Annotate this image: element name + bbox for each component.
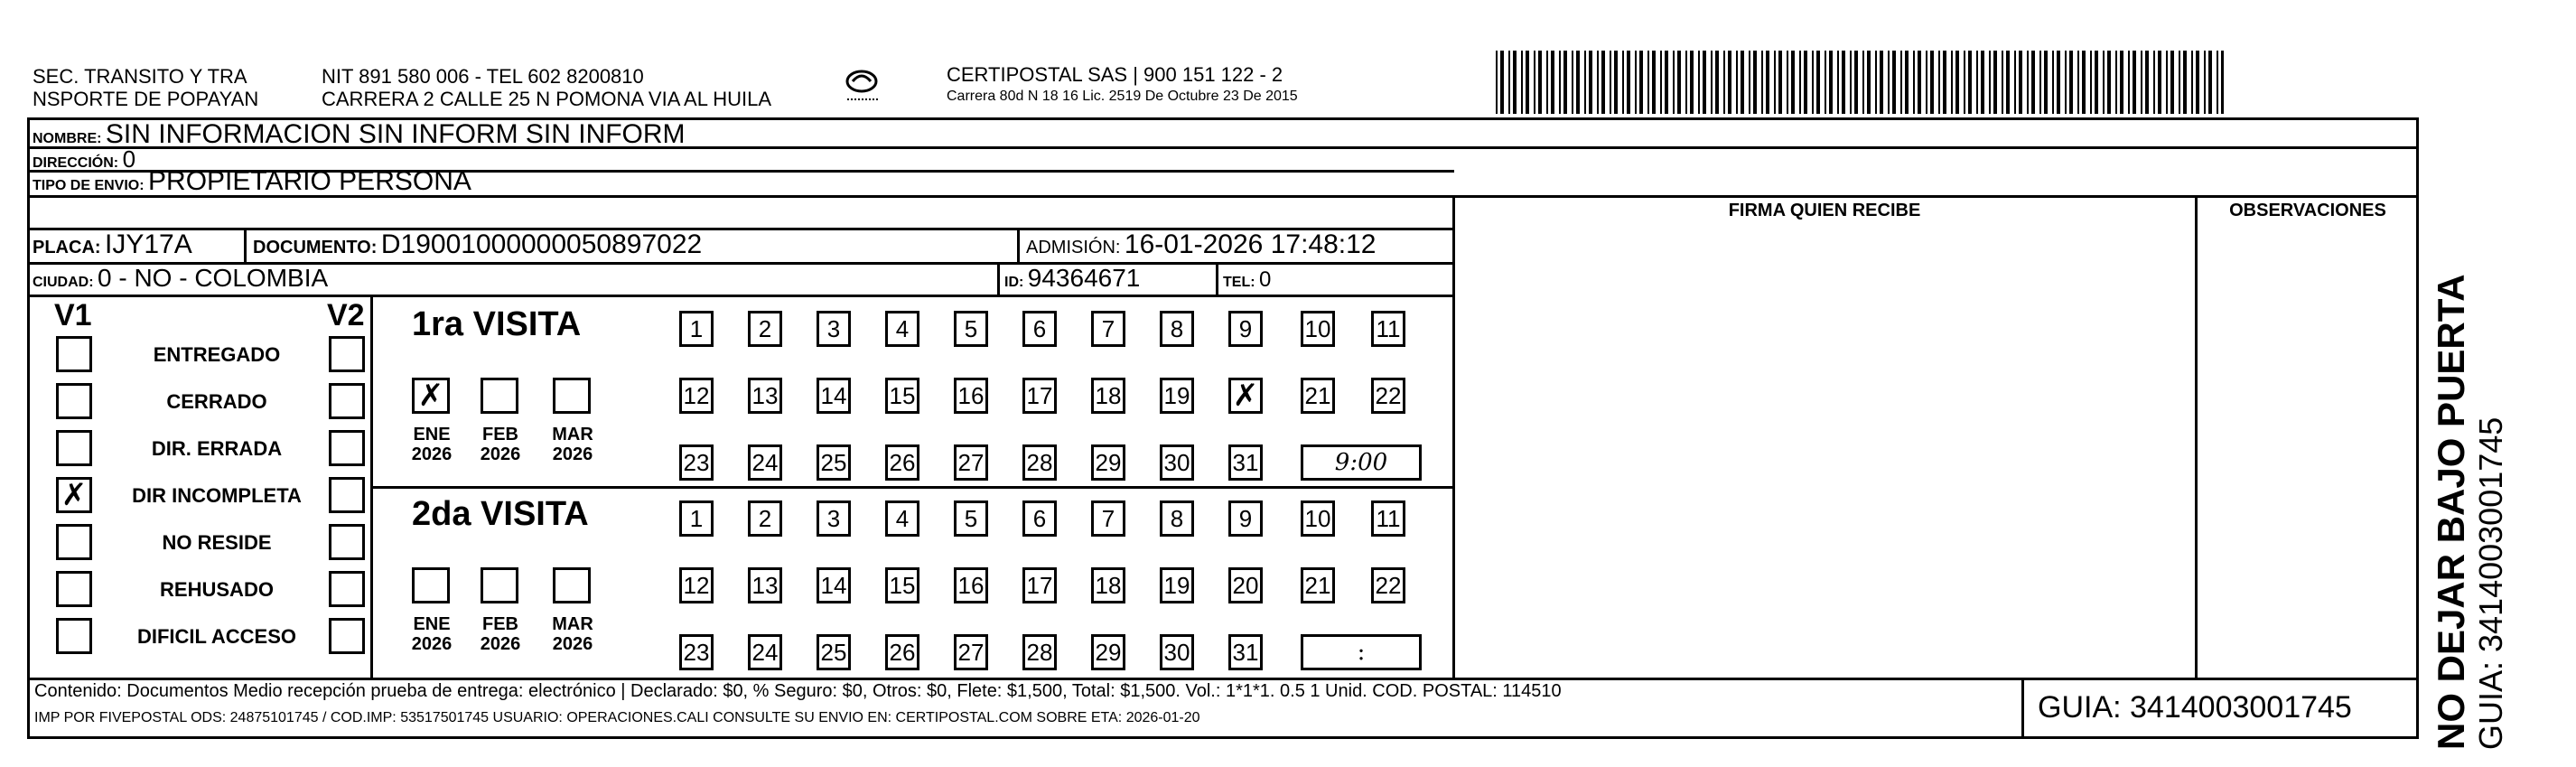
v2-checkbox[interactable] xyxy=(329,336,365,372)
day-number: 10 xyxy=(1304,315,1331,342)
day-number: 22 xyxy=(1375,572,1402,599)
v2-header: V2 xyxy=(327,298,365,332)
day-number: 2 xyxy=(758,315,772,342)
day-box[interactable] xyxy=(1022,311,1057,347)
day-number: 4 xyxy=(895,505,910,532)
day-box[interactable] xyxy=(1371,311,1405,347)
day-box[interactable] xyxy=(1091,567,1125,603)
day-number: 31 xyxy=(1232,639,1259,666)
day-number: 13 xyxy=(751,382,779,409)
day-box[interactable] xyxy=(679,444,714,481)
barcode xyxy=(1496,51,2224,114)
side-text xyxy=(2430,274,2509,750)
day-number: 29 xyxy=(1095,449,1122,476)
day-number: 12 xyxy=(683,572,710,599)
issuer-details: NIT 891 580 006 - TEL 602 8200810 CARRERA 2 CALLE 25 N POMONA VIA AL HUILA xyxy=(322,65,772,110)
day-number: 8 xyxy=(1170,505,1184,532)
imp-line: IMP POR FIVEPOSTAL ODS: 24875101745 / COD.IMP: 53517501745 USUARIO: OPERACIONES.CALI CONSULTE SU ENVIO EN: CERTIPOSTAL.COM SOBRE ETA: 2026-01-20 xyxy=(34,710,1200,725)
day-box[interactable] xyxy=(1022,444,1057,481)
day-box[interactable] xyxy=(1160,567,1194,603)
v1-check-mark: ✗ xyxy=(61,477,88,513)
day-box[interactable] xyxy=(1160,634,1194,670)
v2-checkbox[interactable] xyxy=(329,477,365,513)
firma-header: FIRMA QUIEN RECIBE xyxy=(1728,201,1921,220)
v1-checkbox[interactable] xyxy=(56,430,92,466)
day-number: 20 xyxy=(1232,572,1259,599)
day-number: 21 xyxy=(1304,382,1331,409)
day-box[interactable] xyxy=(1371,500,1405,537)
day-number: 5 xyxy=(964,505,978,532)
status-label: DIFICIL ACCESO xyxy=(136,625,296,648)
day-box[interactable] xyxy=(1301,378,1335,414)
month-checkbox[interactable] xyxy=(553,378,591,414)
issuer-name: SEC. TRANSITO Y TRA NSPORTE DE POPAYAN xyxy=(33,65,259,110)
v2-checkbox[interactable] xyxy=(329,571,365,607)
documento-value: D19001000000050897022 xyxy=(380,229,703,259)
month-checkbox[interactable] xyxy=(481,378,518,414)
day-box[interactable] xyxy=(1228,500,1263,537)
day-box[interactable] xyxy=(1022,500,1057,537)
tipo-envio-value: PROPIETARIO PERSONA xyxy=(148,166,471,196)
month-checkbox[interactable] xyxy=(412,567,450,603)
day-box[interactable] xyxy=(679,634,714,670)
observaciones-header: OBSERVACIONES xyxy=(2229,201,2386,220)
day-number: 21 xyxy=(1304,572,1331,599)
tel-value: 0 xyxy=(1259,267,1272,292)
month-checkbox[interactable] xyxy=(412,378,450,414)
day-number: 17 xyxy=(1026,572,1053,599)
ciudad-value: 0 - NO - COLOMBIA xyxy=(98,264,329,292)
day-number: 24 xyxy=(751,639,779,666)
admision-row: ADMISIÓN: 16-01-2026 17:48:12 xyxy=(1026,229,1377,259)
day-box[interactable] xyxy=(817,444,851,481)
v2-checkbox[interactable] xyxy=(329,524,365,560)
day-number: 27 xyxy=(957,639,985,666)
side-warning: NO DEJAR BAJO PUERTA xyxy=(2430,274,2472,750)
month-label: FEB 2026 xyxy=(480,425,521,464)
day-number: 7 xyxy=(1101,505,1115,532)
day-number: 11 xyxy=(1376,505,1401,532)
day-box[interactable] xyxy=(1091,444,1125,481)
day-number: 1 xyxy=(689,315,704,342)
day-number: 8 xyxy=(1170,315,1184,342)
day-box[interactable] xyxy=(679,311,714,347)
day-box[interactable] xyxy=(1022,567,1057,603)
day-box[interactable] xyxy=(748,500,782,537)
day-number: 25 xyxy=(820,449,847,476)
day-box[interactable] xyxy=(748,378,782,414)
status-label: NO RESIDE xyxy=(162,531,272,554)
day-box[interactable] xyxy=(679,567,714,603)
day-number: 24 xyxy=(751,449,779,476)
v2-checkbox[interactable] xyxy=(329,618,365,654)
day-box[interactable] xyxy=(1022,378,1057,414)
day-number: 6 xyxy=(1032,505,1047,532)
tel-row: TEL: 0 xyxy=(1223,267,1272,292)
day-number: 28 xyxy=(1026,639,1053,666)
day-number: 14 xyxy=(820,572,847,599)
day-box[interactable] xyxy=(954,444,988,481)
day-box[interactable] xyxy=(1371,378,1405,414)
id-row: ID: 94364671 xyxy=(1004,264,1141,292)
day-number: 5 xyxy=(964,315,978,342)
day-box[interactable] xyxy=(748,311,782,347)
day-box[interactable] xyxy=(1160,500,1194,537)
day-check-mark: ✗ xyxy=(1232,378,1259,414)
day-number: 22 xyxy=(1375,382,1402,409)
month-checkbox[interactable] xyxy=(553,567,591,603)
day-box[interactable] xyxy=(1301,311,1335,347)
day-box[interactable] xyxy=(1301,567,1335,603)
day-box[interactable] xyxy=(817,500,851,537)
day-box[interactable] xyxy=(1160,444,1194,481)
day-number: 31 xyxy=(1232,449,1259,476)
day-box[interactable] xyxy=(885,500,919,537)
second-visit-title: 2da VISITA xyxy=(412,495,589,533)
day-box[interactable] xyxy=(1228,567,1263,603)
direccion-row: DIRECCIÓN: 0 xyxy=(33,145,136,173)
v2-checkbox[interactable] xyxy=(329,430,365,466)
month-checkbox[interactable] xyxy=(481,567,518,603)
carrier-info: CERTIPOSTAL SAS | 900 151 122 - 2 Carrera 80d N 18 16 Lic. 2519 De Octubre 23 De 2015 xyxy=(947,63,1298,104)
day-box[interactable] xyxy=(1022,634,1057,670)
day-box[interactable] xyxy=(885,567,919,603)
placa-row: PLACA: IJY17A xyxy=(33,229,192,259)
day-number: 13 xyxy=(751,572,779,599)
nombre-value: SIN INFORMACION SIN INFORM SIN INFORM xyxy=(105,119,686,149)
day-number: 15 xyxy=(889,572,916,599)
day-box[interactable] xyxy=(1228,634,1263,670)
documento-row: DOCUMENTO: D19001000000050897022 xyxy=(253,229,703,259)
month-check-mark: ✗ xyxy=(417,378,444,414)
day-box[interactable] xyxy=(885,634,919,670)
month-label: FEB 2026 xyxy=(480,614,521,654)
day-box[interactable] xyxy=(679,500,714,537)
day-box[interactable] xyxy=(748,444,782,481)
day-box[interactable] xyxy=(1228,311,1263,347)
day-number: 3 xyxy=(826,315,841,342)
day-box[interactable] xyxy=(1160,378,1194,414)
day-number: 10 xyxy=(1304,505,1331,532)
v2-checkbox[interactable] xyxy=(329,383,365,419)
day-number: 14 xyxy=(820,382,847,409)
day-number: 30 xyxy=(1163,639,1190,666)
first-visit-title: 1ra VISITA xyxy=(412,305,582,343)
day-number: 18 xyxy=(1095,572,1122,599)
day-box[interactable] xyxy=(1228,444,1263,481)
day-box[interactable] xyxy=(748,567,782,603)
day-box[interactable] xyxy=(954,311,988,347)
day-box[interactable] xyxy=(817,634,851,670)
status-label: REHUSADO xyxy=(160,578,274,601)
admision-value: 16-01-2026 17:48:12 xyxy=(1124,229,1377,259)
day-number: 16 xyxy=(957,382,985,409)
v1-checkbox[interactable] xyxy=(56,571,92,607)
day-number: 19 xyxy=(1163,382,1190,409)
contenido-line: Contenido: Documentos Medio recepción prueba de entrega: electrónico | Declarado: $0, % Seguro: $0, Otros: $0, Flete: $1,500, Total: $1,500. Vol.: 1*1*1. 0.5 1 Unid. COD. POSTAL: 114510 xyxy=(34,681,1562,701)
day-box[interactable] xyxy=(1091,500,1125,537)
day-box[interactable] xyxy=(1371,567,1405,603)
month-label: ENE 2026 xyxy=(411,425,453,464)
day-box[interactable] xyxy=(885,311,919,347)
day-number: 2 xyxy=(758,505,772,532)
side-guia: GUIA: 3414003001745 xyxy=(2472,416,2509,750)
day-box[interactable] xyxy=(1091,378,1125,414)
day-number: 7 xyxy=(1101,315,1115,342)
day-box[interactable] xyxy=(679,378,714,414)
day-box[interactable] xyxy=(1091,311,1125,347)
visit-time[interactable]: : xyxy=(1301,634,1422,670)
day-box[interactable] xyxy=(817,378,851,414)
status-label: DIR INCOMPLETA xyxy=(132,484,302,507)
day-number: 27 xyxy=(957,449,985,476)
day-box[interactable] xyxy=(954,634,988,670)
tipo-envio-row: TIPO DE ENVIO: PROPIETARIO PERSONA xyxy=(33,166,471,196)
day-number: 23 xyxy=(683,639,710,666)
day-box[interactable] xyxy=(954,567,988,603)
day-number: 9 xyxy=(1238,315,1253,342)
nombre-row: NOMBRE: SIN INFORMACION SIN INFORM SIN INFORM xyxy=(33,119,686,149)
v1-header: V1 xyxy=(54,298,92,332)
v1-checkbox[interactable] xyxy=(56,336,92,372)
day-box[interactable] xyxy=(885,378,919,414)
day-box[interactable] xyxy=(954,378,988,414)
day-box[interactable] xyxy=(1091,634,1125,670)
placa-value: IJY17A xyxy=(105,229,192,259)
footer-guia: GUIA: 3414003001745 xyxy=(2038,690,2352,725)
month-label: ENE 2026 xyxy=(411,614,453,654)
direccion-value: 0 xyxy=(122,145,136,173)
day-number: 18 xyxy=(1095,382,1122,409)
ciudad-row: CIUDAD: 0 - NO - COLOMBIA xyxy=(33,264,329,292)
day-number: 25 xyxy=(820,639,847,666)
day-number: 19 xyxy=(1163,572,1190,599)
day-number: 28 xyxy=(1026,449,1053,476)
day-box[interactable] xyxy=(954,500,988,537)
v1-checkbox[interactable] xyxy=(56,383,92,419)
day-box[interactable] xyxy=(885,444,919,481)
v1-checkbox[interactable] xyxy=(56,618,92,654)
status-label: DIR. ERRADA xyxy=(151,437,283,460)
day-number: 6 xyxy=(1032,315,1047,342)
visit-time[interactable]: 9:00 xyxy=(1301,444,1422,481)
day-number: 30 xyxy=(1163,449,1190,476)
day-box[interactable] xyxy=(1160,311,1194,347)
v1-checkbox[interactable] xyxy=(56,524,92,560)
day-number: 16 xyxy=(957,572,985,599)
day-number: 29 xyxy=(1095,639,1122,666)
day-number: 11 xyxy=(1376,315,1401,342)
id-value: 94364671 xyxy=(1027,264,1141,292)
day-box[interactable] xyxy=(1301,500,1335,537)
day-number: 15 xyxy=(889,382,916,409)
status-label: CERRADO xyxy=(166,390,267,413)
day-number: 1 xyxy=(689,505,704,532)
month-label: MAR 2026 xyxy=(552,614,593,654)
day-number: 3 xyxy=(826,505,841,532)
day-number: 26 xyxy=(889,449,916,476)
month-label: MAR 2026 xyxy=(552,425,593,464)
day-number: 9 xyxy=(1238,505,1253,532)
v1-checkbox[interactable] xyxy=(56,477,92,513)
day-number: 23 xyxy=(683,449,710,476)
day-box[interactable] xyxy=(817,567,851,603)
day-number: 12 xyxy=(683,382,710,409)
day-number: 4 xyxy=(895,315,910,342)
day-number: 17 xyxy=(1026,382,1053,409)
day-box[interactable] xyxy=(817,311,851,347)
day-number: 26 xyxy=(889,639,916,666)
day-box[interactable] xyxy=(1228,378,1263,414)
status-label: ENTREGADO xyxy=(153,343,281,366)
carrier-logo xyxy=(840,63,883,107)
day-box[interactable] xyxy=(748,634,782,670)
